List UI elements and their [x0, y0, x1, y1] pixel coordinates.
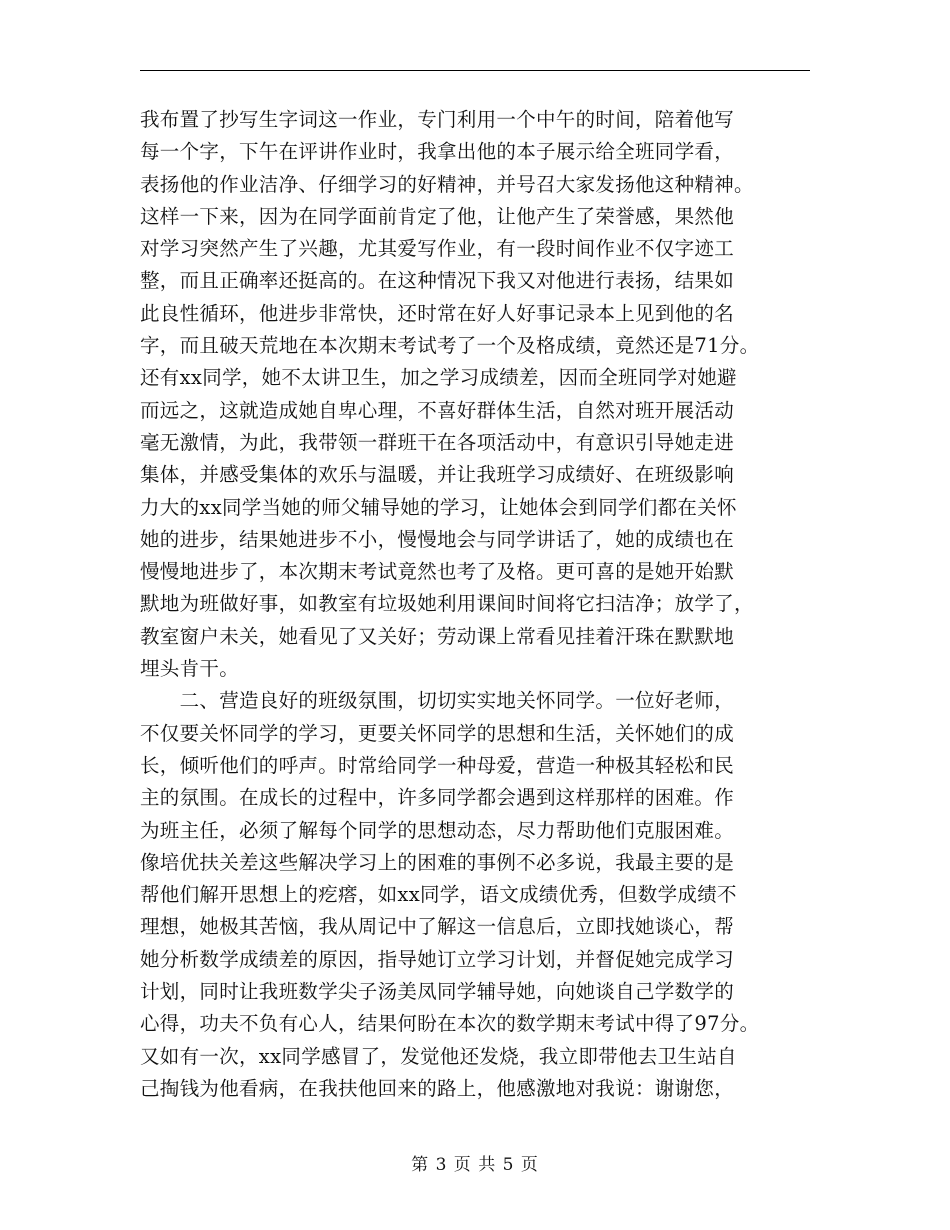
- text-line: 对学习突然产生了兴趣，尤其爱写作业，有一段时间作业不仅字迹工: [140, 237, 735, 261]
- text-line: 力大的xx同学当她的师父辅导她的学习，让她体会到同学们都在关怀: [140, 495, 737, 519]
- text-line: 计划，同时让我班数学尖子汤美凤同学辅导她，向她谈自己学数学的: [140, 980, 735, 1004]
- text-line: 她分析数学成绩差的原因，指导她订立学习计划，并督促她完成学习: [140, 947, 735, 971]
- text-line: 我布置了抄写生字词这一作业，专门利用一个中午的时间，陪着他写: [140, 108, 735, 131]
- section-heading-line: 二、营造良好的班级氛围，切切实实地关怀同学。一位好老师，: [140, 689, 735, 713]
- text-line: 字，而且破天荒地在本次期末考试考了一个及格成绩，竟然还是71分。: [140, 334, 760, 358]
- text-line: 帮他们解开思想上的疙瘩，如xx同学，语文成绩优秀，但数学成绩不: [140, 883, 737, 907]
- text-line: 而远之，这就造成她自卑心理，不喜好群体生活，自然对班开展活动: [140, 398, 735, 422]
- text-line: 为班主任，必须了解每个同学的思想动态，尽力帮助他们克服困难。: [140, 818, 735, 842]
- text-line: 理想，她极其苦恼，我从周记中了解这一信息后，立即找她谈心，帮: [140, 915, 735, 939]
- text-line: 己掏钱为他看病，在我扶他回来的路上，他感激地对我说：谢谢您，: [140, 1076, 735, 1100]
- text-line: 整，而且正确率还挺高的。在这种情况下我又对他进行表扬，结果如: [140, 269, 735, 293]
- text-line: 不仅要关怀同学的学习，更要关怀同学的思想和生活，关怀她们的成: [140, 721, 735, 745]
- text-line: 每一个字，下午在评讲作业时，我拿出他的本子展示给全班同学看，: [140, 140, 735, 164]
- text-line: 毫无激情，为此，我带领一群班干在各项活动中，有意识引导她走进: [140, 430, 735, 454]
- text-line: 又如有一次，xx同学感冒了，发觉他还发烧，我立即带他去卫生站自: [140, 1044, 737, 1068]
- header-divider: [140, 70, 810, 71]
- text-line: 慢慢地进步了，本次期末考试竟然也考了及格。更可喜的是她开始默: [140, 560, 735, 584]
- text-line: 心得，功夫不负有心人，结果何盼在本次的数学期末考试中得了97分。: [140, 1012, 760, 1036]
- text-line: 此良性循环，他进步非常快，还时常在好人好事记录本上见到他的名: [140, 301, 735, 325]
- text-line: 集体，并感受集体的欢乐与温暖，并让我班学习成绩好、在班级影响: [140, 463, 735, 487]
- text-line: 埋头肯干。: [140, 657, 240, 681]
- text-line: 这样一下来，因为在同学面前肯定了他，让他产生了荣誉感，果然他: [140, 204, 735, 228]
- text-line: 像培优扶关差这些解决学习上的困难的事例不必多说，我最主要的是: [140, 850, 735, 874]
- page-number: 第 3 页 共 5 页: [411, 1155, 539, 1175]
- document-body: [140, 104, 820, 1105]
- text-line: 教室窗户未关，她看见了又关好；劳动课上常看见挂着汗珠在默默地: [140, 624, 735, 648]
- text-line: 表扬他的作业洁净、仔细学习的好精神，并号召大家发扬他这种精神。: [140, 172, 754, 196]
- text-line: 她的进步，结果她进步不小，慢慢地会与同学讲话了，她的成绩也在: [140, 527, 735, 551]
- text-line: 主的氛围。在成长的过程中，许多同学都会遇到这样那样的困难。作: [140, 786, 735, 810]
- text-line: 还有xx同学，她不太讲卫生，加之学习成绩差，因而全班同学对她避: [140, 366, 737, 390]
- text-line: 长，倾听他们的呼声。时常给同学一种母爱，营造一种极其轻松和民: [140, 753, 735, 777]
- text-line: 默地为班做好事，如教室有垃圾她利用课间时间将它扫洁净；放学了，: [140, 592, 754, 616]
